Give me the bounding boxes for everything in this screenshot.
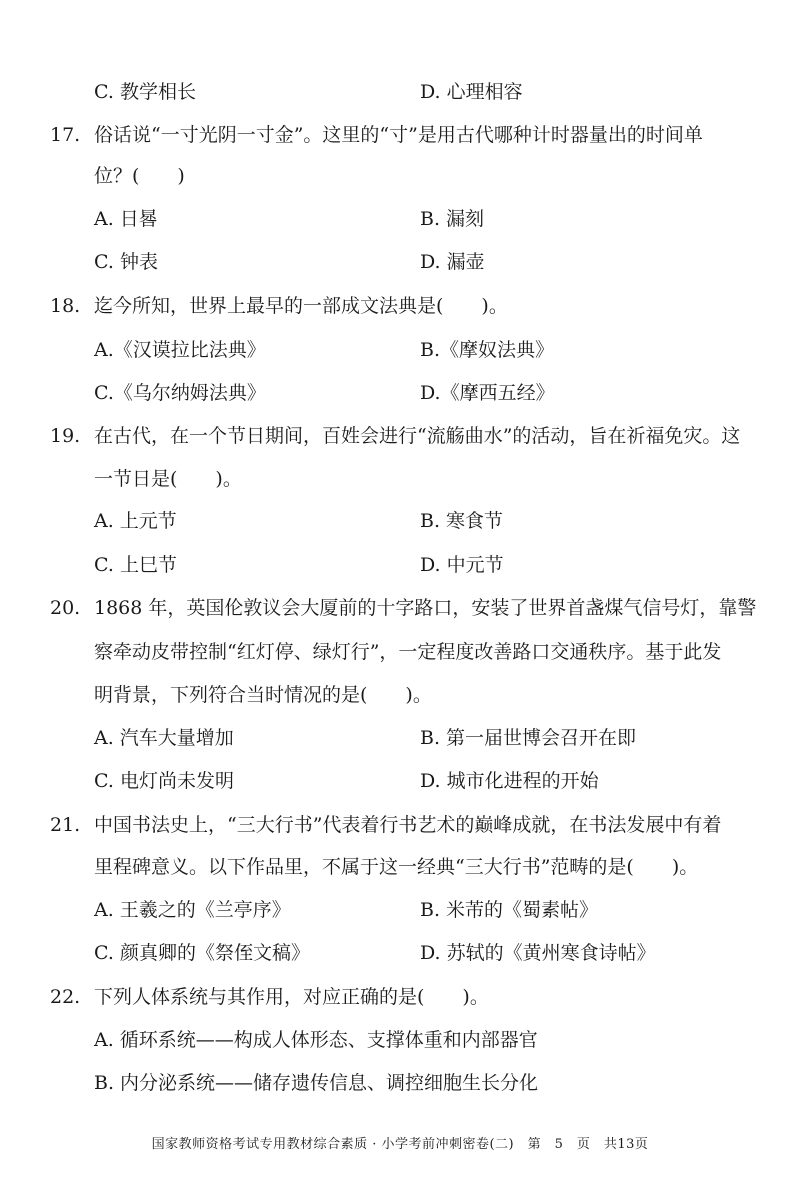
question-17-option-b: B. 漏刻 (420, 208, 485, 230)
question-22-option-a: A. 循环系统——构成人体形态、支撑体重和内部器官 (94, 1029, 538, 1051)
question-20-option-b: B. 第一届世博会召开在即 (420, 727, 637, 749)
question-number-22: 22. (50, 986, 81, 1008)
question-20-option-a: A. 汽车大量增加 (94, 727, 234, 749)
question-19-option-c: C. 上巳节 (94, 554, 177, 576)
question-17-text-line2: 位？( ) (94, 165, 185, 187)
question-17-text-line1: 俗话说“一寸光阴一寸金”。这里的“寸”是用古代哪种计时器量出的时间单 (94, 124, 703, 146)
question-number-20: 20. (50, 597, 81, 619)
question-21-option-a: A. 王羲之的《兰亭序》 (94, 899, 291, 921)
question-21-option-d: D. 苏轼的《黄州寒食诗帖》 (420, 942, 656, 964)
question-19-option-b: B. 寒食节 (420, 510, 504, 532)
question-22-text-line1: 下列人体系统与其作用，对应正确的是( )。 (94, 986, 489, 1008)
question-20-option-d: D. 城市化进程的开始 (420, 770, 599, 792)
question-18-option-d: D.《摩西五经》 (420, 382, 555, 404)
question-18-text-line1: 迄今所知，世界上最早的一部成文法典是( )。 (94, 295, 508, 317)
question-number-18: 18. (50, 295, 81, 317)
option-c-prev: C. 教学相长 (94, 81, 196, 103)
question-19-option-a: A. 上元节 (94, 510, 177, 532)
question-20-text-line3: 明背景，下列符合当时情况的是( )。 (94, 684, 432, 706)
question-20-option-c: C. 电灯尚未发明 (94, 770, 234, 792)
question-21-text-line1: 中国书法史上，“三大行书”代表着行书艺术的巅峰成就，在书法发展中有着 (94, 814, 722, 836)
question-18-option-c: C.《乌尔纳姆法典》 (94, 382, 266, 404)
question-17-option-d: D. 漏壶 (420, 251, 485, 273)
question-22-option-b: B. 内分泌系统——储存遗传信息、调控细胞生长分化 (94, 1072, 539, 1094)
question-18-option-b: B.《摩奴法典》 (420, 339, 555, 361)
question-17-option-a: A. 日晷 (94, 208, 158, 230)
question-number-17: 17. (50, 124, 81, 146)
question-17-option-c: C. 钟表 (94, 251, 158, 273)
question-21-option-c: C. 颜真卿的《祭侄文稿》 (94, 942, 310, 964)
question-19-option-d: D. 中元节 (420, 554, 504, 576)
question-21-text-line2: 里程碑意义。以下作品里，不属于这一经典“三大行书”范畴的是( )。 (94, 856, 699, 878)
question-20-text-line1: 1868 年，英国伦敦议会大厦前的十字路口，安装了世界首盏煤气信号灯，靠警 (94, 597, 757, 619)
question-number-21: 21. (50, 814, 81, 836)
option-d-prev: D. 心理相容 (420, 81, 523, 103)
question-number-19: 19. (50, 425, 81, 447)
question-19-text-line1: 在古代，在一个节日期间，百姓会进行“流觞曲水”的活动，旨在祈福免灾。这 (94, 425, 741, 447)
question-19-text-line2: 一节日是( )。 (94, 468, 242, 490)
page-footer: 国家教师资格考试专用教材综合素质 · 小学考前冲刺密卷(二) 第 5 页 共13页 (151, 1137, 649, 1152)
question-18-option-a: A.《汉谟拉比法典》 (94, 339, 266, 361)
question-21-option-b: B. 米芾的《蜀素帖》 (420, 899, 599, 921)
question-20-text-line2: 察牵动皮带控制“红灯停、绿灯行”，一定程度改善路口交通秩序。基于此发 (94, 641, 722, 663)
